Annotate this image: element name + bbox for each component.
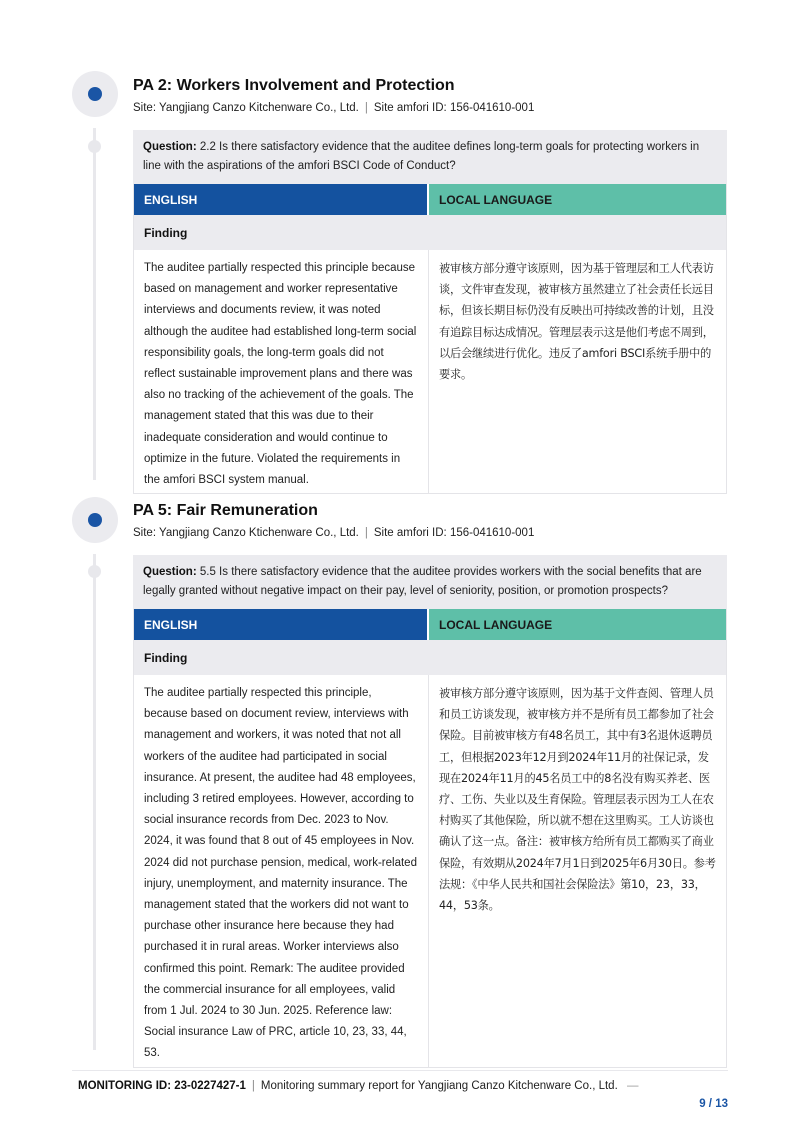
finding-label: Finding <box>134 640 726 675</box>
site-info <box>133 525 727 541</box>
timeline-node-icon <box>88 565 101 578</box>
finding-english: The auditee partially respected this principle because based on management and worker representative interviews and documents review, it was noted although the auditee had established long-term social responsibility goals, the long-term goals did not reflect sustainable improvement plans and there was also no tracking of the achievement of the goals. The management stated that this was due to their inadequate consideration and would continue to optimize in the future. Violated the requirements in the amfori BSCI system manual. <box>134 250 429 493</box>
section-title: PA 5: Fair Remuneration <box>133 502 318 519</box>
site-name: Site: Yangjiang Canzo Kitchenware Co., Ltd. <box>133 102 359 114</box>
finding-local: 被审核方部分遵守该原则，因为基于文件查阅、管理人员和员工访谈发现，被审核方并不是所有员工都参加了社会保险。目前被审核方有48名员工，其中有3名退休返聘员工，但根据2023年12月到2024年11月的社保记录，发现在2024年11月的45名员工中的8名没有购买养老、医疗、工伤、失业以及生育保险。管理层表示因为工人在农村购买了其他保险，所以就不想在这里购买。工人访谈也确认了这一点。备注：被审核方给所有员工都购买了商业保险，有效期从2024年7月1日到2025年6月30日。参考法规：《中华人民共和国社会保险法》第10，23，33，44，53条。 <box>439 687 716 913</box>
site-id: Site amfori ID: 156-041610-001 <box>373 527 535 539</box>
site-info <box>133 100 727 116</box>
question-text: 5.5 Is there satisfactory evidence that the auditee provides workers with the social benefits that are legally granted without negative impact on their pay, level of seniority, position, or promotion prospects? <box>143 566 702 597</box>
finding-table <box>133 184 727 494</box>
report-title: Monitoring summary report for Yangjiang Canzo Kitchenware Co., Ltd. <box>260 1080 618 1092</box>
section-pa2 <box>133 76 727 494</box>
site-name: Site: Yangjiang Canzo Ktichenware Co., Ltd. <box>133 527 359 539</box>
page-number: 9 / 13 <box>699 1098 728 1110</box>
table-header <box>134 609 726 640</box>
question-text: 2.2 Is there satisfactory evidence that the auditee defines long-term goals for protecting workers in line with the aspirations of the amfori BSCI Code of Conduct? <box>143 141 700 172</box>
finding-local: 被审核方部分遵守该原则，因为基于管理层和工人代表访谈，文件审查发现，被审核方虽然建立了社会责任长远目标，但该长期目标仍没有反映出可持续改善的计划，且没有追踪目标达成情况。管理层表示这是他们考虑不周到，以后会继续进行优化。违反了amfori BSCI系统手册中的要求。 <box>439 262 714 382</box>
separator: | <box>364 102 368 114</box>
timeline-marker-icon <box>72 497 118 543</box>
table-header <box>134 184 726 215</box>
monitoring-id: MONITORING ID: 23-0227427-1 <box>78 1080 246 1092</box>
header-local-language: LOCAL LANGUAGE <box>429 609 726 640</box>
timeline-connector <box>93 554 96 1050</box>
question-label: Question: <box>143 566 197 578</box>
finding-table <box>133 609 727 1068</box>
separator: | <box>364 527 368 539</box>
section-pa5 <box>133 501 727 1068</box>
header-english: ENGLISH <box>134 609 429 640</box>
timeline-marker-icon <box>72 71 118 117</box>
footer <box>78 1080 638 1092</box>
table-row <box>134 250 726 493</box>
table-row <box>134 675 726 1067</box>
timeline-node-icon <box>88 140 101 153</box>
question-box <box>133 130 727 184</box>
question-box <box>133 555 727 609</box>
question-label: Question: <box>143 141 197 153</box>
finding-english: The auditee partially respected this principle, because based on document review, interviews with management and workers, it was noted that not all workers of the auditee had participated in social insurance. At present, the auditee had 48 employees, including 3 retired employees. However, according to social insurance records from Dec. 2023 to Nov. 2024, it was found that 8 out of 45 employees in Nov. 2024 did not purchase pension, medical, work-related injury, unemployment, and maternity insurance. The management stated that the workers did not want to purchase other insurance here because they had purchased it in rural areas. Worker interviews also confirmed this point. Remark: The auditee provided the commercial insurance for all employees, valid from 1 Jul. 2024 to 30 Jun. 2025. Reference law: Social insurance Law of PRC, article 10, 23, 33, 44, 53. <box>134 675 429 1067</box>
timeline-connector <box>93 128 96 480</box>
footer-divider <box>72 1070 728 1071</box>
separator: | <box>251 1080 255 1092</box>
header-local-language: LOCAL LANGUAGE <box>429 184 726 215</box>
footer-dash: — <box>626 1080 639 1092</box>
finding-label: Finding <box>134 215 726 250</box>
section-title: PA 2: Workers Involvement and Protection <box>133 77 455 94</box>
site-id: Site amfori ID: 156-041610-001 <box>373 102 535 114</box>
header-english: ENGLISH <box>134 184 429 215</box>
